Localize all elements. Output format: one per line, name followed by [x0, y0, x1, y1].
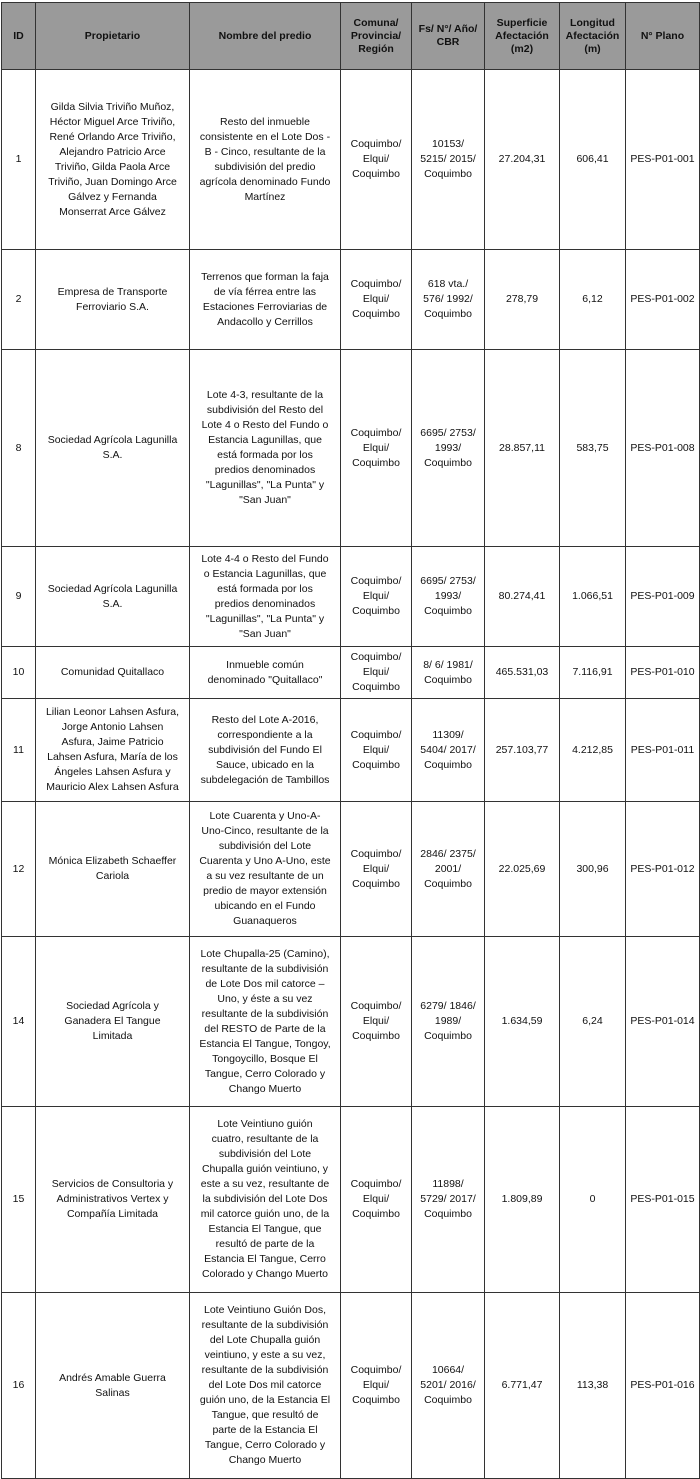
table-row [2, 250, 700, 350]
cell-plan: PES-P01-012 [626, 802, 700, 937]
cell-plan: PES-P01-010 [626, 647, 700, 699]
cell-commune: Coquimbo/ Elqui/ Coquimbo [341, 802, 412, 937]
cell-commune: Coquimbo/ Elqui/ Coquimbo [341, 250, 412, 350]
header-plan: N° Plano [626, 3, 700, 70]
cell-owner: Gilda Silvia Triviño Muñoz, Héctor Miguel Arce Triviño, René Orlando Arce Triviño, Alejandro Patricio Arce Triviño, Gilda Paola Arce Triviño, Juan Domingo Arce Gálvez y Fernanda Monserrat Arce Gálvez [36, 70, 190, 250]
cell-owner: Empresa de Transporte Ferroviario S.A. [36, 250, 190, 350]
cell-property: Resto del inmueble consistente en el Lote Dos - B - Cinco, resultante de la subdivisión del predio agrícola denominado Fundo Martínez [190, 70, 341, 250]
cell-plan: PES-P01-009 [626, 547, 700, 647]
cell-plan: PES-P01-011 [626, 699, 700, 802]
header-commune: Comuna/ Provincia/ Región [341, 3, 412, 70]
header-length: Longitud Afectación (m) [560, 3, 626, 70]
cell-plan: PES-P01-008 [626, 350, 700, 547]
cell-commune: Coquimbo/ Elqui/ Coquimbo [341, 547, 412, 647]
cell-owner: Sociedad Agrícola y Ganadera El Tangue Limitada [36, 937, 190, 1107]
cell-registry: 11309/ 5404/ 2017/ Coquimbo [412, 699, 485, 802]
cell-id: 16 [2, 1293, 36, 1479]
cell-property: Lote Cuarenta y Uno-A- Uno-Cinco, resultante de la subdivisión del Lote Cuarenta y Uno A-Uno, este a su vez resultante de un predio de mayor extensión ubicando en el Fundo Guanaqueros [190, 802, 341, 937]
cell-registry: 11898/ 5729/ 2017/ Coquimbo [412, 1107, 485, 1293]
cell-area: 27.204,31 [485, 70, 560, 250]
cell-property: Inmueble común denominado "Quitallaco" [190, 647, 341, 699]
cell-area: 1.809,89 [485, 1107, 560, 1293]
cell-area: 1.634,59 [485, 937, 560, 1107]
cell-commune: Coquimbo/ Elqui/ Coquimbo [341, 70, 412, 250]
cell-registry: 2846/ 2375/ 2001/ Coquimbo [412, 802, 485, 937]
cell-length: 113,38 [560, 1293, 626, 1479]
cell-id: 10 [2, 647, 36, 699]
properties-table [1, 2, 700, 1479]
cell-area: 278,79 [485, 250, 560, 350]
cell-area: 22.025,69 [485, 802, 560, 937]
header-registry: Fs/ N°/ Año/ CBR [412, 3, 485, 70]
cell-registry: 10664/ 5201/ 2016/ Coquimbo [412, 1293, 485, 1479]
cell-plan: PES-P01-015 [626, 1107, 700, 1293]
cell-plan: PES-P01-001 [626, 70, 700, 250]
cell-registry: 6279/ 1846/ 1989/ Coquimbo [412, 937, 485, 1107]
table-row [2, 547, 700, 647]
cell-id: 9 [2, 547, 36, 647]
cell-length: 1.066,51 [560, 547, 626, 647]
cell-property: Terrenos que forman la faja de vía férrea entre las Estaciones Ferroviarias de Andacollo y Cerrillos [190, 250, 341, 350]
table-row [2, 1107, 700, 1293]
cell-length: 583,75 [560, 350, 626, 547]
cell-property: Lote 4-4 o Resto del Fundo o Estancia Lagunillas, que está formada por los predios denominados "Lagunillas", "La Punta" y "San Juan" [190, 547, 341, 647]
table-row [2, 70, 700, 250]
cell-owner: Sociedad Agrícola Lagunilla S.A. [36, 350, 190, 547]
cell-area: 6.771,47 [485, 1293, 560, 1479]
cell-id: 15 [2, 1107, 36, 1293]
cell-registry: 10153/ 5215/ 2015/ Coquimbo [412, 70, 485, 250]
cell-area: 465.531,03 [485, 647, 560, 699]
table-row [2, 647, 700, 699]
cell-owner: Lilian Leonor Lahsen Asfura, Jorge Antonio Lahsen Asfura, Jaime Patricio Lahsen Asfura, María de los Ángeles Lahsen Asfura y Mauricio Alex Lahsen Asfura [36, 699, 190, 802]
cell-owner: Mónica Elizabeth Schaeffer Cariola [36, 802, 190, 937]
cell-commune: Coquimbo/ Elqui/ Coquimbo [341, 1107, 412, 1293]
table-header-row [2, 3, 700, 70]
cell-property: Resto del Lote A-2016, correspondiente a la subdivisión del Fundo El Sauce, ubicado en la subdelegación de Tambillos [190, 699, 341, 802]
cell-registry: 6695/ 2753/ 1993/ Coquimbo [412, 350, 485, 547]
cell-length: 4.212,85 [560, 699, 626, 802]
cell-id: 11 [2, 699, 36, 802]
cell-plan: PES-P01-002 [626, 250, 700, 350]
cell-property: Lote 4-3, resultante de la subdivisión del Resto del Lote 4 o Resto del Fundo o Estancia Lagunillas, que está formada por los predios denominados "Lagunillas", "La Punta" y "San Juan" [190, 350, 341, 547]
cell-area: 257.103,77 [485, 699, 560, 802]
cell-registry: 6695/ 2753/ 1993/ Coquimbo [412, 547, 485, 647]
table-row [2, 699, 700, 802]
table-row [2, 937, 700, 1107]
table-row [2, 350, 700, 547]
cell-area: 80.274,41 [485, 547, 560, 647]
cell-plan: PES-P01-014 [626, 937, 700, 1107]
cell-owner: Andrés Amable Guerra Salinas [36, 1293, 190, 1479]
cell-id: 14 [2, 937, 36, 1107]
cell-commune: Coquimbo/ Elqui/ Coquimbo [341, 1293, 412, 1479]
cell-id: 8 [2, 350, 36, 547]
header-owner: Propietario [36, 3, 190, 70]
cell-owner: Comunidad Quitallaco [36, 647, 190, 699]
cell-area: 28.857,11 [485, 350, 560, 547]
header-area: Superficie Afectación (m2) [485, 3, 560, 70]
cell-commune: Coquimbo/ Elqui/ Coquimbo [341, 647, 412, 699]
cell-property: Lote Veintiuno guión cuatro, resultante de la subdivisión del Lote Chupalla guión veintiuno, y este a su vez, resultante de la subdivisión del Lote Dos mil catorce guión uno, de la Estancia El Tangue, que resultó de parte de la Estancia El Tangue, Cerro Colorado y Chango Muerto [190, 1107, 341, 1293]
cell-length: 6,24 [560, 937, 626, 1107]
cell-owner: Sociedad Agrícola Lagunilla S.A. [36, 547, 190, 647]
cell-commune: Coquimbo/ Elqui/ Coquimbo [341, 350, 412, 547]
cell-commune: Coquimbo/ Elqui/ Coquimbo [341, 937, 412, 1107]
cell-commune: Coquimbo/ Elqui/ Coquimbo [341, 699, 412, 802]
cell-length: 6,12 [560, 250, 626, 350]
cell-length: 0 [560, 1107, 626, 1293]
cell-length: 300,96 [560, 802, 626, 937]
cell-registry: 618 vta./ 576/ 1992/ Coquimbo [412, 250, 485, 350]
table-row [2, 802, 700, 937]
cell-property: Lote Veintiuno Guión Dos, resultante de la subdivisión del Lote Chupalla guión veintiuno, y este a su vez, resultante de la subdivisión del Lote Dos mil catorce guión uno, de la Estancia El Tangue, que resultó de parte de la Estancia El Tangue, Cerro Colorado y Chango Muerto [190, 1293, 341, 1479]
cell-plan: PES-P01-016 [626, 1293, 700, 1479]
cell-id: 12 [2, 802, 36, 937]
header-property: Nombre del predio [190, 3, 341, 70]
cell-registry: 8/ 6/ 1981/ Coquimbo [412, 647, 485, 699]
cell-owner: Servicios de Consultoria y Administrativos Vertex y Compañía Limitada [36, 1107, 190, 1293]
cell-length: 7.116,91 [560, 647, 626, 699]
cell-id: 1 [2, 70, 36, 250]
header-id: ID [2, 3, 36, 70]
table-row [2, 1293, 700, 1479]
cell-id: 2 [2, 250, 36, 350]
cell-property: Lote Chupalla-25 (Camino), resultante de la subdivisión de Lote Dos mil catorce – Uno, y éste a su vez resultante de la subdivisión del RESTO de Parte de la Estancia El Tangue, Tongoy, Tongoycillo, Bosque El Tangue, Cerro Colorado y Chango Muerto [190, 937, 341, 1107]
cell-length: 606,41 [560, 70, 626, 250]
